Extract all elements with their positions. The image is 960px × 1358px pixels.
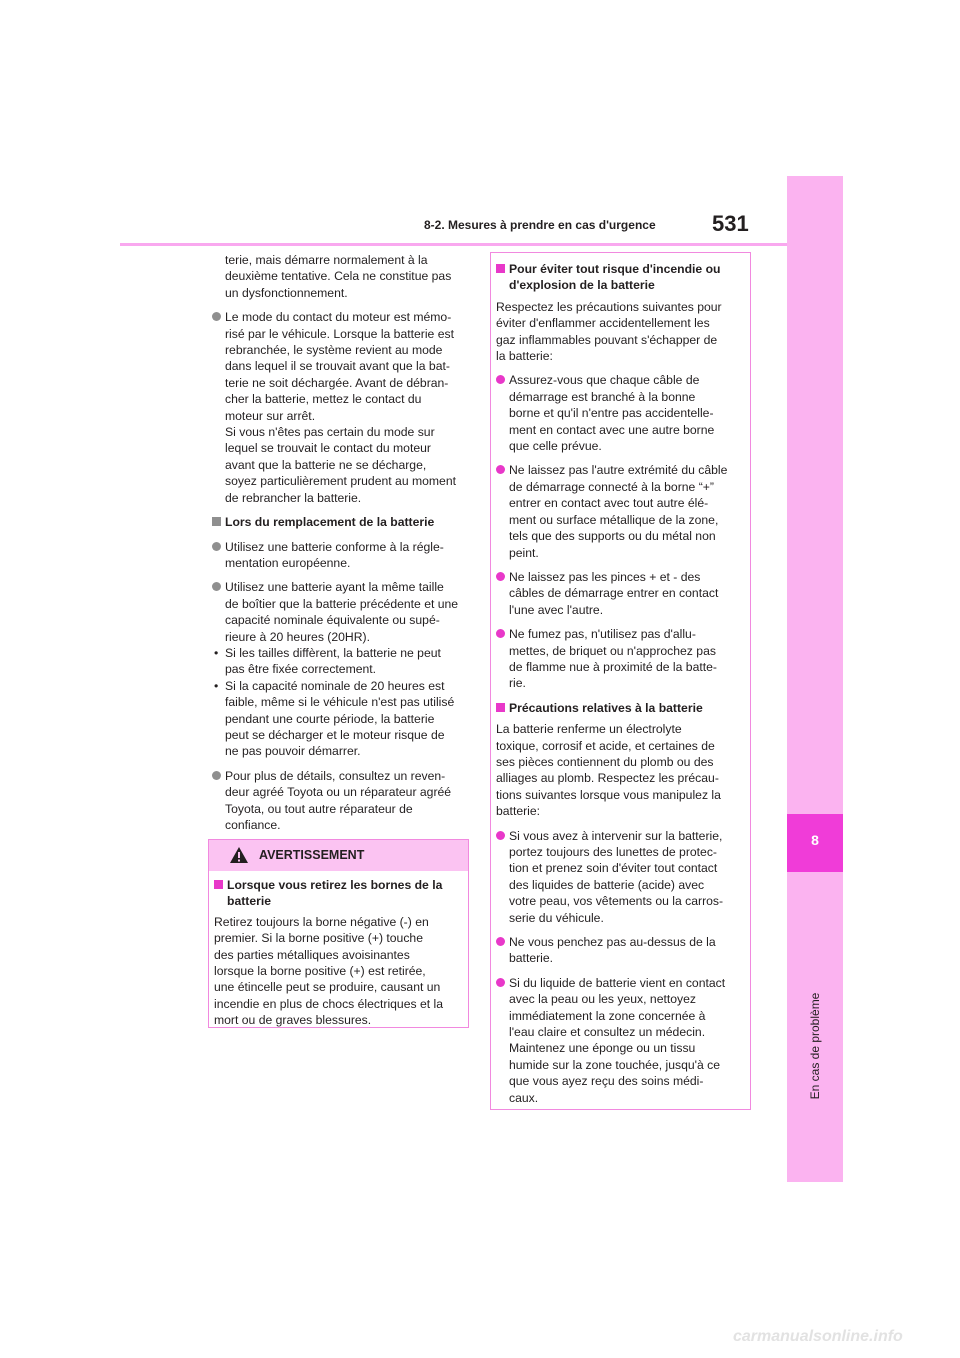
text-line: l'eau claire et consultez un médecin.: [509, 1025, 706, 1040]
text-line: Ne fumez pas, n'utilisez pas d'allu-: [509, 627, 696, 642]
list-item-smoke: [496, 626, 744, 692]
text-line: la batterie:: [496, 349, 553, 364]
warning-text: [214, 914, 464, 1029]
right-warning-box: [490, 252, 751, 1110]
bullet-dot-icon: [212, 582, 221, 591]
text-line: des parties métalliques avoisinantes: [214, 947, 410, 962]
text-line: Respectez les précautions suivantes pour: [496, 299, 722, 314]
text-line: Ne laissez pas l'autre extrémité du câble: [509, 463, 728, 478]
list-item-text: [225, 579, 468, 645]
chapter-title: En cas de problème: [808, 992, 822, 1100]
text-line: de rebrancher la batterie.: [225, 490, 362, 505]
text-line: ses pièces contiennent du plomb ou des: [496, 754, 714, 769]
sub-bullet: •: [214, 678, 219, 693]
list-item-text: [509, 626, 744, 692]
list-item-cable: [496, 372, 744, 454]
heading-replace-battery: [212, 514, 468, 530]
continuation-text: [212, 252, 468, 301]
bullet-dot-icon: [496, 937, 505, 946]
text-line: Si vous n'êtes pas certain du mode sur: [225, 425, 435, 440]
chapter-number: 8: [811, 832, 819, 848]
sub-bullet: •: [214, 645, 219, 660]
heading-fire: [496, 261, 744, 294]
bullet-dot-icon: [212, 312, 221, 321]
sub-item-capacity: [212, 678, 468, 760]
warning-title: AVERTISSEMENT: [259, 848, 365, 862]
heading-text: [227, 877, 464, 910]
heading-precautions: [496, 700, 744, 716]
text-line: Retirez toujours la borne négative (-) en: [214, 914, 429, 929]
bullet-square-icon: [214, 880, 223, 889]
list-item-text: [509, 462, 744, 560]
list-item-text: [509, 569, 744, 618]
text-line: pendant une courte période, la batterie: [225, 711, 435, 726]
sub-item-text: [225, 678, 468, 760]
heading-text: [509, 261, 744, 294]
text-line: deur agréé Toyota ou un réparateur agréé: [225, 785, 452, 800]
text-line: ment en contact avec une autre borne: [509, 422, 715, 437]
bullet-square-icon: [212, 517, 221, 526]
text-line: capacité nominale équivalente ou supé-: [225, 613, 440, 628]
list-item-conform: [212, 539, 468, 572]
bullet-dot-icon: [496, 978, 505, 987]
text-line: confiance.: [225, 818, 281, 832]
text-line: Le mode du contact du moteur est mémo-: [225, 310, 452, 325]
bullet-square-icon: [496, 703, 505, 712]
text-line: Ne laissez pas les pinces + et - des: [509, 569, 701, 584]
text-line: moteur sur arrêt.: [225, 408, 316, 423]
sub-item-size: [212, 645, 468, 678]
text-line: Utilisez une batterie conforme à la régle-: [225, 539, 444, 554]
heading-text: Lors du remplacement de la batterie: [225, 515, 435, 530]
chapter-side-tab: [787, 176, 843, 1182]
text-line: rieure à 20 heures (20HR).: [225, 629, 370, 644]
text-line: terie, mais démarre normalement à la: [225, 253, 428, 267]
heading-text: Précautions relatives à la batterie: [509, 700, 703, 715]
text-line: faible, même si le véhicule n'est pas utilisé: [225, 695, 455, 710]
text-line: cher la batterie, mettez le contact du: [225, 392, 422, 407]
text-line: une étincelle peut se produire, causant un: [214, 980, 441, 995]
text-line: des liquides de batterie (acide) avec: [509, 877, 705, 892]
text-line: lorsque la borne positive (+) est retirée,: [214, 964, 426, 979]
text-line: soyez particulièrement prudent au moment: [225, 474, 457, 489]
text-line: un dysfonctionnement.: [225, 285, 348, 300]
text-line: borne et qu'il n'entre pas accidentelle-: [509, 406, 714, 421]
text-line: de boîtier que la batterie précédente et une: [225, 596, 459, 611]
text-line: mentation européenne.: [225, 555, 351, 570]
text-line: gaz inflammables pouvant s'échapper de: [496, 332, 718, 347]
text-line: Ne vous penchez pas au-dessus de la: [509, 935, 716, 950]
text-line: que celle prévue.: [509, 439, 602, 454]
text-line: Si la capacité nominale de 20 heures est: [225, 678, 445, 693]
text-line: entrer en contact avec tout autre élé-: [509, 496, 709, 511]
text-line: toxique, corrosif et acide, et certaines de: [496, 738, 715, 753]
text-line: dans lequel il se trouvait avant que la bat-: [225, 359, 450, 374]
text-line: rie.: [509, 676, 526, 691]
list-item-text: [509, 372, 744, 454]
text-line: deuxième tentative. Cela ne constitue pas: [225, 269, 452, 284]
bullet-dot-icon: [496, 831, 505, 840]
text-line: avec la peau ou les yeux, nettoyez: [509, 992, 696, 1007]
list-item-text: [509, 934, 744, 967]
page-number: 531: [712, 211, 749, 236]
text-line: votre peau, vos vêtements ou la carros-: [509, 894, 724, 909]
bullet-dot-icon: [496, 629, 505, 638]
text-line: alliages au plomb. Respectez les précau-: [496, 771, 719, 786]
warning-header: [209, 840, 468, 871]
text-line: Pour éviter tout risque d'incendie ou: [509, 262, 721, 276]
text-line: que vous ayez reçu des soins médi-: [509, 1074, 704, 1089]
warning-triangle-icon: [229, 846, 249, 867]
list-item-text: [225, 539, 468, 572]
text-line: batterie:: [496, 804, 541, 819]
text-line: d'explosion de la batterie: [509, 278, 655, 293]
text-line: ne pas pouvoir démarrer.: [225, 744, 361, 759]
text-line: câbles de démarrage entrer en contact: [509, 586, 719, 601]
text-line: peint.: [509, 545, 539, 560]
text-line: mort ou de graves blessures.: [214, 1013, 372, 1028]
list-item-same-size: [212, 579, 468, 645]
list-item-end: [496, 462, 744, 560]
text-line: rebranchée, le système revient au mode: [225, 343, 443, 358]
intro-precautions: [496, 721, 744, 819]
text-line: lequel se trouvait le contact du moteur: [225, 441, 431, 456]
bullet-dot-icon: [496, 465, 505, 474]
list-item-clamps: [496, 569, 744, 618]
text-line: Si les tailles diffèrent, la batterie ne peut: [225, 645, 441, 660]
text-line: caux.: [509, 1090, 539, 1105]
left-column: [212, 252, 468, 841]
text-line: avant que la batterie ne se décharge,: [225, 457, 427, 472]
text-line: l'une avec l'autre.: [509, 602, 604, 617]
intro-fire: [496, 299, 744, 365]
chapter-number-box: [787, 814, 843, 872]
list-item-text: [509, 828, 744, 926]
text-line: ment ou surface métallique de la zone,: [509, 512, 719, 527]
warning-box: [208, 839, 469, 1028]
list-item-text: [509, 975, 744, 1106]
text-line: humide sur la zone touchée, jusqu'à ce: [509, 1057, 721, 1072]
text-line: immédiatement la zone concernée à: [509, 1008, 706, 1023]
text-line: batterie: [227, 894, 272, 909]
text-line: de flamme nue à proximité de la batte-: [509, 659, 717, 674]
bullet-square-icon: [496, 264, 505, 273]
text-line: tels que des supports ou du métal non: [509, 529, 716, 544]
bullet-dot-icon: [496, 375, 505, 384]
bullet-dot-icon: [212, 542, 221, 551]
sub-item-text: [225, 645, 468, 678]
list-item-details: [212, 768, 468, 834]
text-line: Toyota, ou tout autre réparateur de: [225, 801, 413, 816]
text-line: de démarrage connecté à la borne “+”: [509, 479, 714, 494]
text-line: éviter d'enflammer accidentellement les: [496, 316, 710, 331]
watermark: carmanualsonline.info: [733, 1328, 903, 1345]
list-item-glasses: [496, 828, 744, 926]
bullet-dot-icon: [212, 771, 221, 780]
list-item-text: [225, 309, 468, 506]
text-line: Utilisez une batterie ayant la même taille: [225, 580, 444, 595]
text-line: tions suivantes lorsque vous manipulez la: [496, 787, 721, 802]
text-line: batterie.: [509, 951, 554, 966]
text-line: risé par le véhicule. Lorsque la batterie est: [225, 326, 454, 341]
bullet-dot-icon: [496, 572, 505, 581]
header-rule: [120, 243, 787, 246]
text-line: Lorsque vous retirez les bornes de la: [227, 878, 443, 892]
text-line: portez toujours des lunettes de protec-: [509, 845, 717, 859]
text-line: premier. Si la borne positive (+) touche: [214, 931, 423, 946]
list-item-memory: [212, 309, 468, 506]
warning-heading: [214, 877, 464, 910]
text-line: tion et prenez soin d'éviter tout contact: [509, 861, 718, 876]
list-item-contact: [496, 975, 744, 1106]
text-line: peut se décharger et le moteur risque de: [225, 727, 445, 742]
section-title: 8-2. Mesures à prendre en cas d'urgence: [424, 218, 656, 232]
text-line: incendie en plus de chocs électriques et la: [214, 996, 443, 1011]
text-line: pas être fixée correctement.: [225, 662, 377, 677]
text-line: Assurez-vous que chaque câble de: [509, 373, 700, 388]
text-line: mettes, de briquet ou n'approchez pas: [509, 643, 716, 658]
text-line: La batterie renferme un électrolyte: [496, 722, 682, 737]
warning-body: [209, 871, 468, 1029]
text-line: terie ne soit déchargée. Avant de débran-: [225, 375, 449, 390]
list-item-lean: [496, 934, 744, 967]
text-line: serie du véhicule.: [509, 910, 604, 925]
text-line: Si vous avez à intervenir sur la batterie,: [509, 828, 723, 843]
list-item-text: [225, 768, 468, 834]
text-line: Maintenez une éponge ou un tissu: [509, 1041, 696, 1056]
text-line: démarrage est branché à la bonne: [509, 389, 696, 404]
text-line: Si du liquide de batterie vient en contact: [509, 975, 726, 990]
text-line: Pour plus de détails, consultez un reven-: [225, 768, 446, 783]
